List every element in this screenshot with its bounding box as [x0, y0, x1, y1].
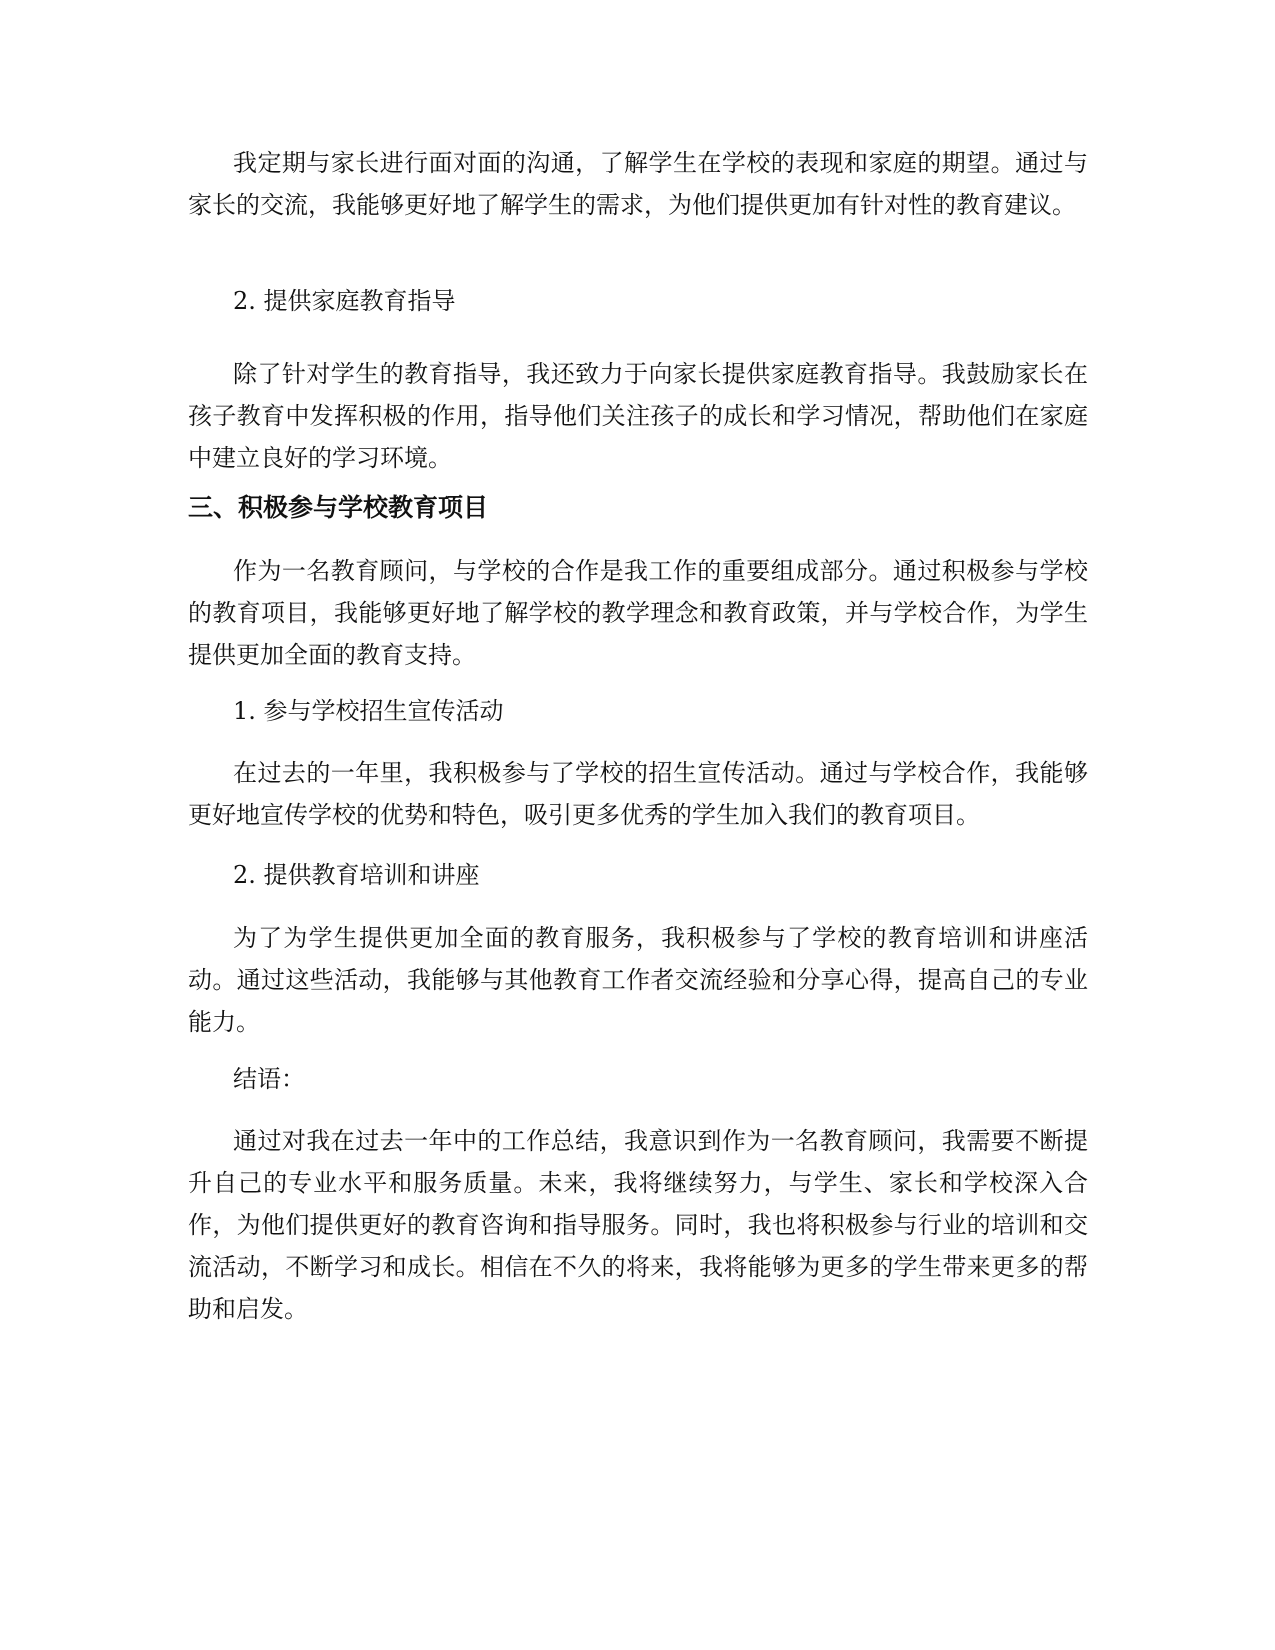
- paragraph-school-cooperation: 作为一名教育顾问，与学校的合作是我工作的重要组成部分。通过积极参与学校的教育项目，我能够更好地了解学校的教学理念和教育政策，并与学校合作，为学生提供更加全面的教育支持。: [188, 557, 1088, 669]
- subheading-training-lectures: 2. 提供教育培训和讲座: [233, 861, 480, 889]
- subheading-family-guidance: 2. 提供家庭教育指导: [233, 287, 456, 315]
- subheading-enrollment-promotion: 1. 参与学校招生宣传活动: [233, 697, 504, 725]
- paragraph-training-lectures: 为了为学生提供更加全面的教育服务，我积极参与了学校的教育培训和讲座活动。通过这些活动，我能够与其他教育工作者交流经验和分享心得，提高自己的专业能力。: [188, 924, 1088, 1036]
- conclusion-label: 结语：: [233, 1065, 305, 1093]
- paragraph-family-guidance: 除了针对学生的教育指导，我还致力于向家长提供家庭教育指导。我鼓励家长在孩子教育中发挥积极的作用，指导他们关注孩子的成长和学习情况，帮助他们在家庭中建立良好的学习环境。: [188, 360, 1088, 472]
- section-heading-school-projects: 三、积极参与学校教育项目: [188, 493, 489, 522]
- paragraph-parent-communication: 我定期与家长进行面对面的沟通，了解学生在学校的表现和家庭的期望。通过与家长的交流，我能够更好地了解学生的需求，为他们提供更加有针对性的教育建议。: [188, 149, 1088, 219]
- paragraph-enrollment-promotion: 在过去的一年里，我积极参与了学校的招生宣传活动。通过与学校合作，我能够更好地宣传学校的优势和特色，吸引更多优秀的学生加入我们的教育项目。: [188, 759, 1088, 829]
- paragraph-conclusion: 通过对我在过去一年中的工作总结，我意识到作为一名教育顾问，我需要不断提升自己的专业水平和服务质量。未来，我将继续努力，与学生、家长和学校深入合作，为他们提供更好的教育咨询和指导服务。同时，我也将积极参与行业的培训和交流活动，不断学习和成长。相信在不久的将来，我将能够为更多的学生带来更多的帮助和启发。: [188, 1127, 1088, 1323]
